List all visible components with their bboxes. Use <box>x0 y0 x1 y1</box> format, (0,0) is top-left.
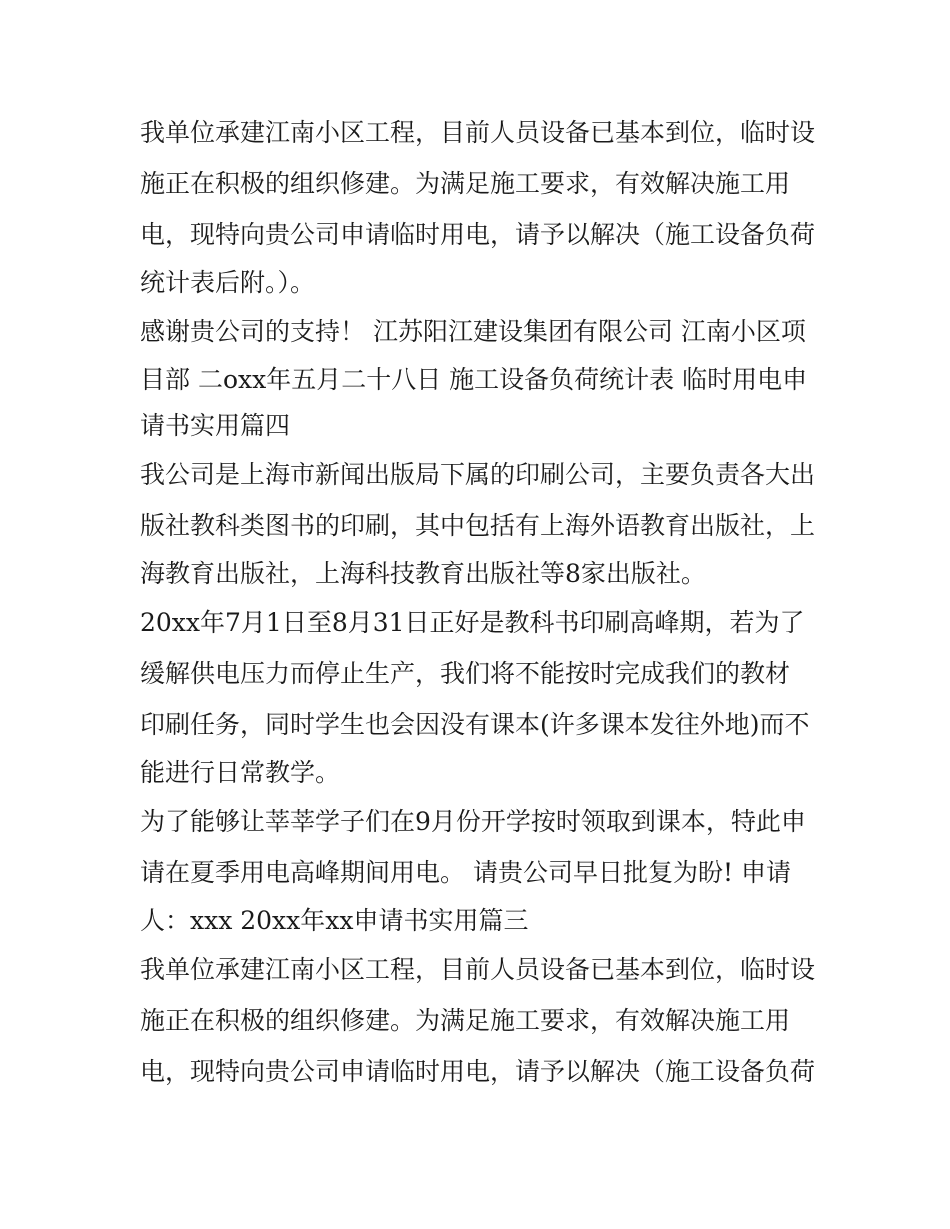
text-line: 统计表后附。）。 <box>140 268 316 297</box>
text-line: 感谢贵公司的支持！ 江苏阳江建设集团有限公司 江南小区项 <box>140 317 806 346</box>
text-line: 目部 二oxx年五月二十八日 施工设备负荷统计表 临时用电申 <box>140 365 808 394</box>
document-body <box>140 107 820 1097</box>
text-line: 我单位承建江南小区工程，目前人员设备已基本到位，临时设 <box>140 955 816 984</box>
text-line: 版社教科类图书的印刷，其中包括有上海外语教育出版社，上 <box>140 511 816 540</box>
text-line: 印刷任务，同时学生也会因没有课本(许多课本发往外地)而不 <box>140 710 810 739</box>
text-line: 人：xxx 20xx年xx申请书实用篇三 <box>140 906 529 935</box>
text-line: 电，现特向贵公司申请临时用电，请予以解决（施工设备负荷 <box>140 220 816 249</box>
text-line: 我单位承建江南小区工程，目前人员设备已基本到位，临时设 <box>140 118 816 147</box>
text-line: 缓解供电压力而停止生产，我们将不能按时完成我们的教材 <box>140 659 791 688</box>
text-line: 20xx年7月1日至8月31日正好是教科书印刷高峰期，若为了 <box>140 608 805 637</box>
text-line: 我公司是上海市新闻出版局下属的印刷公司，主要负责各大出 <box>140 460 816 489</box>
text-line: 为了能够让莘莘学子们在9月份开学按时领取到课本，特此申 <box>140 807 806 836</box>
text-line: 海教育出版社，上海科技教育出版社等8家出版社。 <box>140 559 706 588</box>
text-line: 电，现特向贵公司申请临时用电，请予以解决（施工设备负荷 <box>140 1057 816 1086</box>
text-line: 请书实用篇四 <box>140 411 291 440</box>
text-line: 请在夏季用电高峰期间用电。 请贵公司早日批复为盼! 申请 <box>140 858 791 887</box>
text-line: 施正在积极的组织修建。为满足施工要求，有效解决施工用 <box>140 169 791 198</box>
text-line: 能进行日常教学。 <box>140 758 341 787</box>
text-line: 施正在积极的组织修建。为满足施工要求，有效解决施工用 <box>140 1006 791 1035</box>
